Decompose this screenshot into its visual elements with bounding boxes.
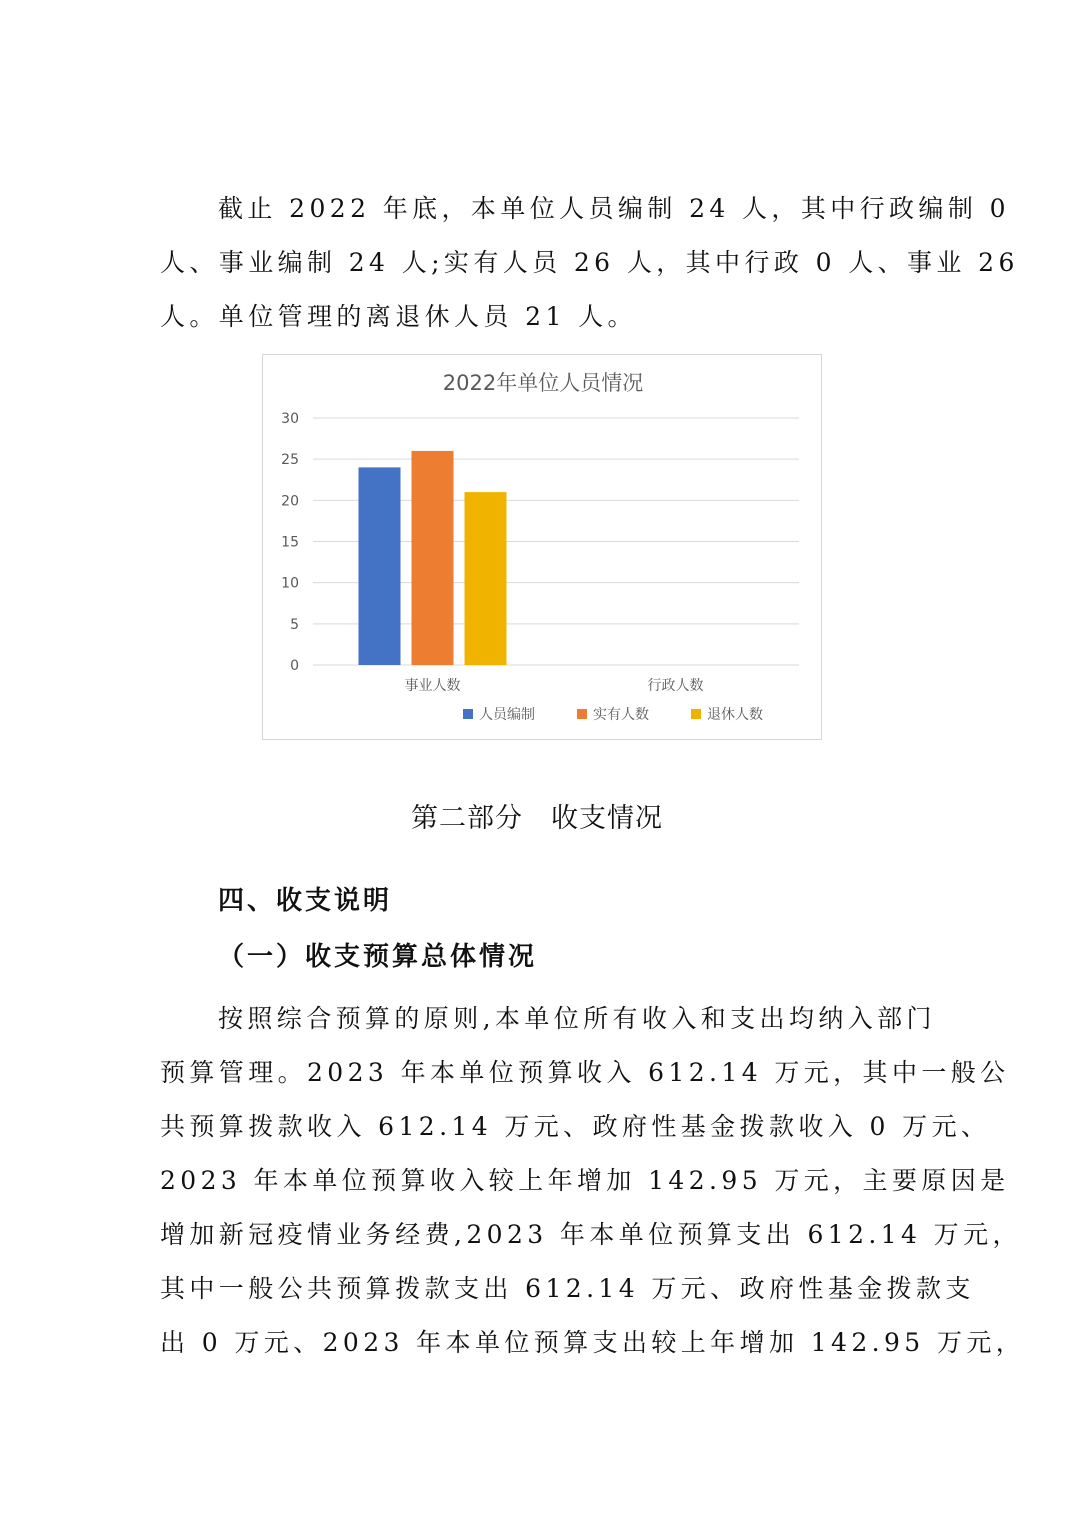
subsection-heading: （一）收支预算总体情况 (218, 942, 538, 972)
legend-label: 退休人数 (707, 707, 763, 723)
section-heading: 四、收支说明 (218, 886, 393, 916)
y-tick-label: 30 (281, 411, 299, 427)
y-axis-tick-labels (281, 411, 299, 674)
legend-swatch (691, 709, 701, 719)
paragraph-line: 出 0 万元、2023 年本单位预算支出较上年增加 142.95 万元， (160, 1328, 1026, 1357)
legend-label: 人员编制 (479, 707, 535, 723)
paragraph-line: 共预算拨款收入 612.14 万元、政府性基金拨款收入 0 万元、 (160, 1112, 991, 1141)
y-tick-label: 25 (281, 452, 299, 469)
paragraph-line: 截止 2022 年底，本单位人员编制 24 人，其中行政编制 0 (218, 194, 1010, 223)
part-title: 第二部分 收支情况 (411, 803, 663, 834)
paragraph-line: 增加新冠疫情业务经费,2023 年本单位预算支出 612.14 万元， (160, 1220, 1022, 1249)
paragraph-line: 按照综合预算的原则,本单位所有收入和支出均纳入部门 (218, 1004, 936, 1033)
y-tick-label: 20 (281, 493, 299, 510)
x-axis-category-labels (405, 677, 704, 694)
chart-title: 2022年单位人员情况 (442, 371, 644, 395)
budget-paragraph (160, 992, 1026, 1370)
y-tick-label: 15 (281, 534, 299, 551)
paragraph-line: 人。单位管理的离退休人员 21 人。 (160, 302, 637, 331)
staffing-paragraph (160, 182, 1019, 344)
bar (359, 467, 401, 665)
y-tick-label: 10 (281, 575, 299, 592)
y-tick-label: 0 (290, 658, 299, 674)
bar (465, 492, 507, 665)
chart-bars (359, 451, 507, 665)
legend-swatch (577, 709, 587, 719)
bar (412, 451, 454, 665)
y-tick-label: 5 (290, 616, 299, 633)
paragraph-line: 其中一般公共预算拨款支出 612.14 万元、政府性基金拨款支 (160, 1274, 975, 1303)
staffing-bar-chart (262, 354, 822, 740)
legend-swatch (463, 709, 473, 719)
x-category-label: 行政人数 (647, 678, 704, 694)
paragraph-line: 人、事业编制 24 人;实有人员 26 人，其中行政 0 人、事业 26 (160, 248, 1019, 277)
paragraph-line: 预算管理。2023 年本单位预算收入 612.14 万元，其中一般公 (160, 1058, 1010, 1087)
x-category-label: 事业人数 (404, 678, 461, 694)
legend-label: 实有人数 (593, 707, 649, 723)
chart-legend (463, 706, 763, 723)
paragraph-line: 2023 年本单位预算收入较上年增加 142.95 万元，主要原因是 (160, 1166, 1010, 1195)
